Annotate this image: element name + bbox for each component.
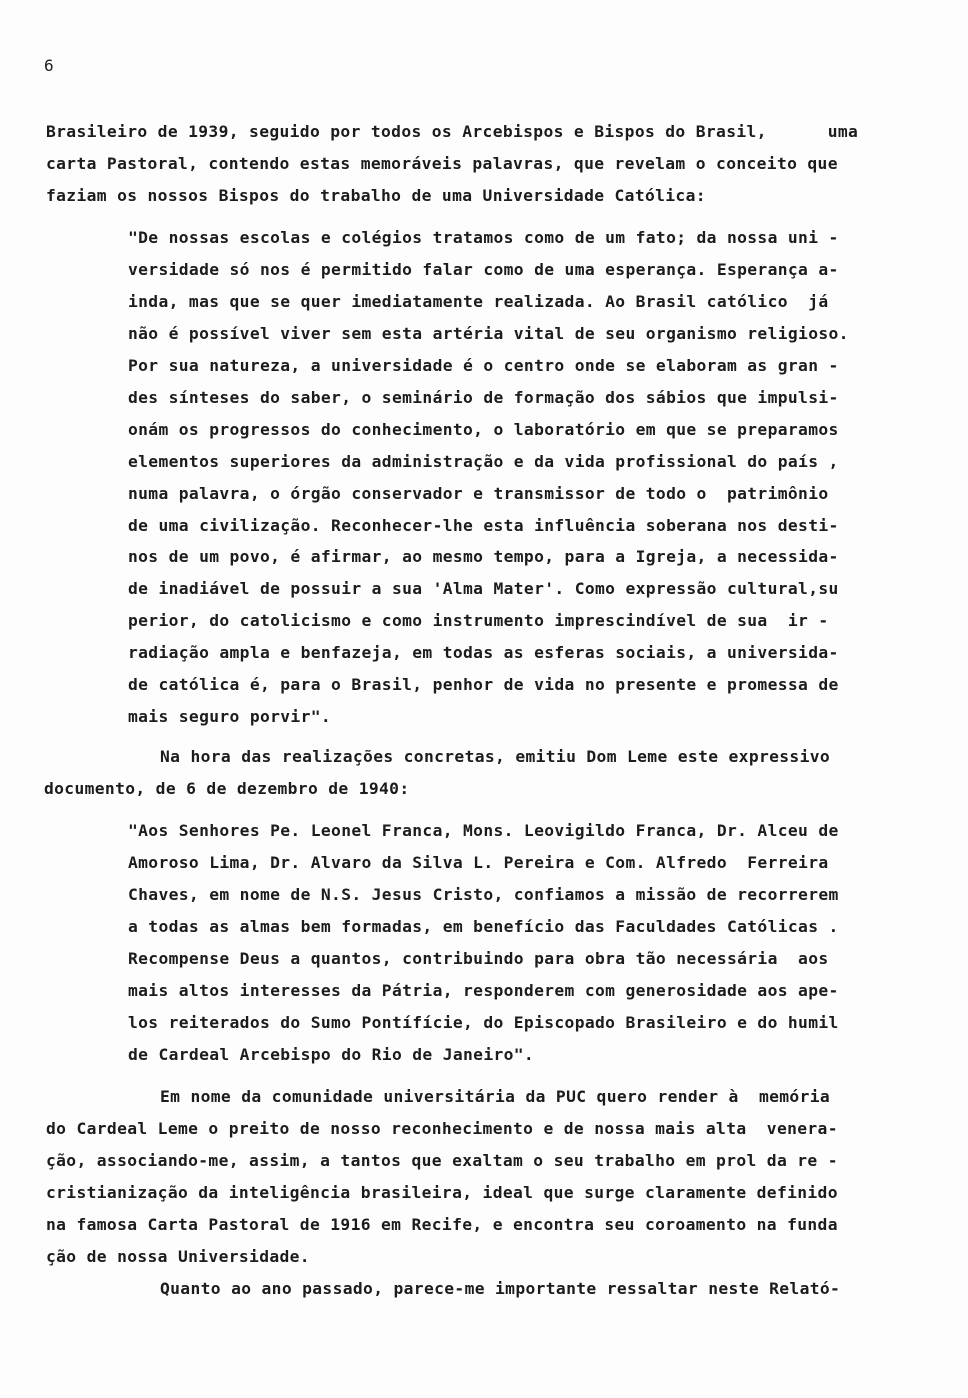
quote-line: Por sua natureza, a universidade é o centro onde se elaboram as gran - [128,356,839,375]
text-line: ção de nossa Universidade. [46,1247,310,1266]
quote-line: de inadiável de possuir a sua 'Alma Mater'. Como expressão cultural,su [128,579,839,598]
text-line: na famosa Carta Pastoral de 1916 em Recife, e encontra seu coroamento na funda [46,1215,838,1234]
quote-line: des sínteses do saber, o seminário de formação dos sábios que impulsi- [128,388,839,407]
quote-line: onám os progressos do conhecimento, o laboratório em que se preparamos [128,420,839,439]
quote-line: a todas as almas bem formadas, em benefício das Faculdades Católicas . [128,917,839,936]
quote-line: "Aos Senhores Pe. Leonel Franca, Mons. Leovigildo Franca, Dr. Alceu de [128,821,839,840]
quote-line: nos de um povo, é afirmar, ao mesmo tempo, para a Igreja, a necessida- [128,547,839,566]
quote-line: de uma civilização. Reconhecer-lhe esta influência soberana nos desti- [128,516,839,535]
quote-line: não é possível viver sem esta artéria vital de seu organismo religioso. [128,324,849,343]
text-line: Brasileiro de 1939, seguido por todos os Arcebispos e Bispos do Brasil, uma [46,122,859,141]
quote-line: los reiterados do Sumo Pontífície, do Episcopado Brasileiro e do humil [128,1013,839,1032]
text-line: carta Pastoral, contendo estas memoráveis palavras, que revelam o conceito que [46,154,838,173]
quote-line: "De nossas escolas e colégios tratamos como de um fato; da nossa uni - [128,228,839,247]
text-line: faziam os nossos Bispos do trabalho de uma Universidade Católica: [46,186,706,205]
quote-line: numa palavra, o órgão conservador e transmissor de todo o patrimônio [128,484,829,503]
quote-line: Chaves, em nome de N.S. Jesus Cristo, confiamos a missão de recorrerem [128,885,839,904]
text-line: Quanto ao ano passado, parece-me importante ressaltar neste Relató- [160,1279,841,1298]
text-line: do Cardeal Leme o preito de nosso reconhecimento e de nossa mais alta venera- [46,1119,838,1138]
quote-line: versidade só nos é permitido falar como de uma esperança. Esperança a- [128,260,839,279]
text-line: documento, de 6 de dezembro de 1940: [44,779,410,798]
quote-line: de católica é, para o Brasil, penhor de vida no presente e promessa de [128,675,839,694]
quote-line: de Cardeal Arcebispo do Rio de Janeiro". [128,1045,535,1064]
quote-line: Amoroso Lima, Dr. Alvaro da Silva L. Pereira e Com. Alfredo Ferreira [128,853,829,872]
text-line: Na hora das realizações concretas, emitiu Dom Leme este expressivo [160,747,831,766]
quote-line: inda, mas que se quer imediatamente realizada. Ao Brasil católico já [128,292,829,311]
quote-line: elementos superiores da administração e da vida profissional do país , [128,452,839,471]
text-line: ção, associando-me, assim, a tantos que exaltam o seu trabalho em prol da re - [46,1151,838,1170]
quote-line: Recompense Deus a quantos, contribuindo para obra tão necessária aos [128,949,829,968]
quote-line: mais altos interesses da Pátria, responderem com generosidade aos ape- [128,981,839,1000]
text-line: cristianização da inteligência brasileira, ideal que surge claramente definido [46,1183,838,1202]
quote-line: perior, do catolicismo e como instrumento imprescindível de sua ir - [128,611,829,630]
text-line: Em nome da comunidade universitária da PUC quero render à memória [160,1087,831,1106]
quote-line: mais seguro porvir". [128,707,332,726]
page-number: 6 [44,56,55,75]
quote-line: radiação ampla e benfazeja, em todas as esferas sociais, a universida- [128,643,839,662]
